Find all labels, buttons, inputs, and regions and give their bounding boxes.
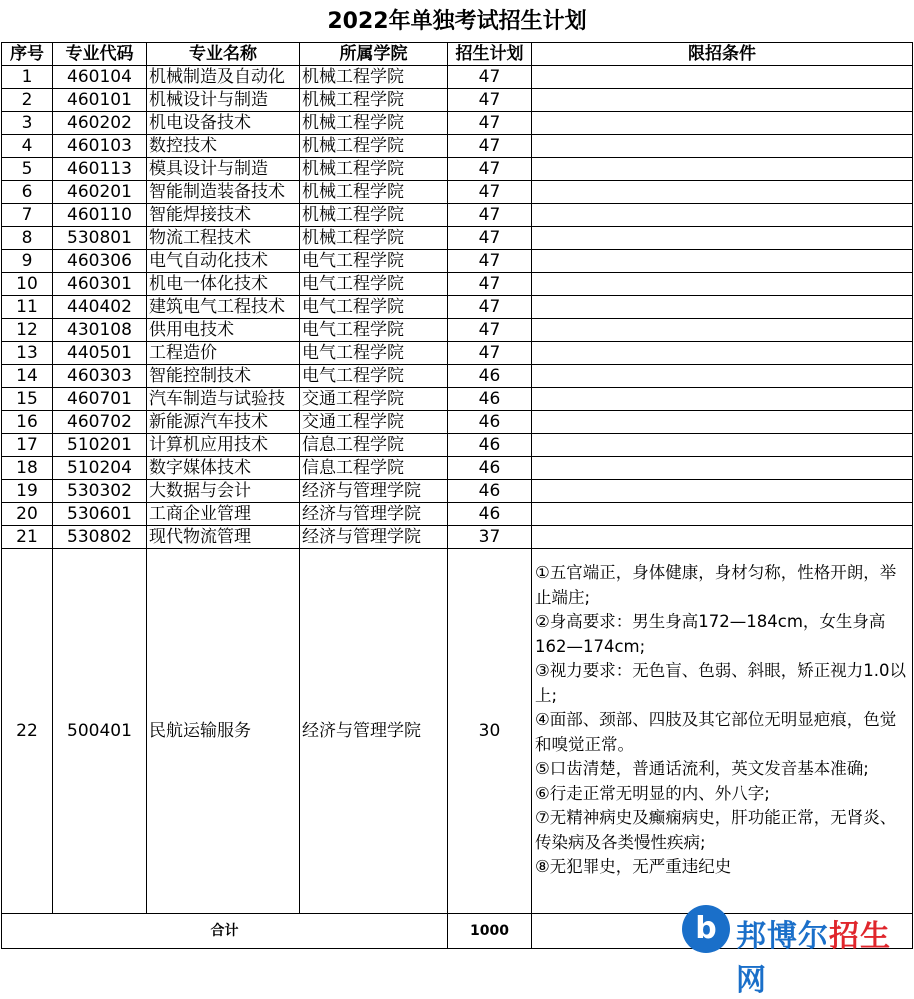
row-conditions bbox=[532, 112, 913, 135]
total-label: 合计 bbox=[2, 914, 448, 949]
row-plan: 47 bbox=[448, 89, 532, 112]
row-college: 信息工程学院 bbox=[300, 434, 448, 457]
row-conditions bbox=[532, 158, 913, 181]
row-conditions-list bbox=[532, 549, 913, 914]
row-major-name: 智能制造装备技术 bbox=[147, 181, 300, 204]
row-no: 14 bbox=[2, 365, 53, 388]
row-code: 460201 bbox=[53, 181, 147, 204]
table-row bbox=[2, 227, 913, 250]
row-major-name: 供用电技术 bbox=[147, 319, 300, 342]
row-no: 5 bbox=[2, 158, 53, 181]
row-code: 530601 bbox=[53, 503, 147, 526]
table-row bbox=[2, 296, 913, 319]
row-major-name: 建筑电气工程技术 bbox=[147, 296, 300, 319]
row-conditions bbox=[532, 526, 913, 549]
row-no: 1 bbox=[2, 66, 53, 89]
row-major-name: 机械设计与制造 bbox=[147, 89, 300, 112]
table-row bbox=[2, 319, 913, 342]
row-major-name: 机电设备技术 bbox=[147, 112, 300, 135]
table-row bbox=[2, 365, 913, 388]
row-conditions bbox=[532, 503, 913, 526]
row-major-name: 机电一体化技术 bbox=[147, 273, 300, 296]
row-plan: 46 bbox=[448, 434, 532, 457]
row-no: 16 bbox=[2, 411, 53, 434]
table-row bbox=[2, 342, 913, 365]
row-major-name: 新能源汽车技术 bbox=[147, 411, 300, 434]
row-college: 机械工程学院 bbox=[300, 158, 448, 181]
row-no: 11 bbox=[2, 296, 53, 319]
row-college: 经济与管理学院 bbox=[300, 503, 448, 526]
header-cell-college: 所属学院 bbox=[300, 43, 448, 66]
row-college: 电气工程学院 bbox=[300, 342, 448, 365]
row-plan: 47 bbox=[448, 135, 532, 158]
row-conditions bbox=[532, 365, 913, 388]
row-plan: 47 bbox=[448, 319, 532, 342]
condition-item: ②身高要求：男生身高172—184cm，女生身高162—174cm; bbox=[535, 612, 886, 656]
condition-item: ⑦无精神病史及癫痫病史，肝功能正常，无肾炎、传染病及各类慢性疾病; bbox=[535, 808, 897, 852]
table-row bbox=[2, 181, 913, 204]
row-no: 13 bbox=[2, 342, 53, 365]
row-plan: 47 bbox=[448, 342, 532, 365]
row-major-name: 大数据与会计 bbox=[147, 480, 300, 503]
row-major-name: 模具设计与制造 bbox=[147, 158, 300, 181]
row-major-name: 民航运输服务 bbox=[147, 549, 300, 914]
row-no: 10 bbox=[2, 273, 53, 296]
table-row bbox=[2, 457, 913, 480]
row-college: 机械工程学院 bbox=[300, 227, 448, 250]
row-college: 机械工程学院 bbox=[300, 112, 448, 135]
table-row bbox=[2, 480, 913, 503]
row-college: 电气工程学院 bbox=[300, 296, 448, 319]
table-row bbox=[2, 411, 913, 434]
row-code: 460101 bbox=[53, 89, 147, 112]
row-plan: 46 bbox=[448, 388, 532, 411]
row-college: 电气工程学院 bbox=[300, 273, 448, 296]
row-plan: 47 bbox=[448, 181, 532, 204]
header-cell-code: 专业代码 bbox=[53, 43, 147, 66]
row-major-name: 现代物流管理 bbox=[147, 526, 300, 549]
header-cell-name: 专业名称 bbox=[147, 43, 300, 66]
row-code: 460701 bbox=[53, 388, 147, 411]
header-row bbox=[2, 43, 913, 66]
row-code: 460303 bbox=[53, 365, 147, 388]
row-plan: 47 bbox=[448, 158, 532, 181]
condition-item: ①五官端正，身体健康，身材匀称，性格开朗，举止端庄; bbox=[535, 563, 897, 607]
condition-item: ④面部、颈部、四肢及其它部位无明显疤痕，色觉和嗅觉正常。 bbox=[535, 710, 897, 754]
table-row bbox=[2, 434, 913, 457]
row-conditions bbox=[532, 457, 913, 480]
row-no: 20 bbox=[2, 503, 53, 526]
table-row bbox=[2, 388, 913, 411]
row-major-name: 工商企业管理 bbox=[147, 503, 300, 526]
row-code: 530802 bbox=[53, 526, 147, 549]
row-conditions bbox=[532, 204, 913, 227]
header-cell-plan: 招生计划 bbox=[448, 43, 532, 66]
row-code: 460306 bbox=[53, 250, 147, 273]
total-conditions bbox=[532, 914, 913, 949]
row-major-name: 电气自动化技术 bbox=[147, 250, 300, 273]
row-plan: 47 bbox=[448, 66, 532, 89]
row-plan: 46 bbox=[448, 480, 532, 503]
watermark-text-blue2: 网 bbox=[736, 963, 767, 998]
row-no: 4 bbox=[2, 135, 53, 158]
watermark-text-red: 招生 bbox=[829, 919, 891, 954]
watermark-text-blue: 邦博尔 bbox=[736, 919, 829, 954]
row-plan: 46 bbox=[448, 411, 532, 434]
row-no: 9 bbox=[2, 250, 53, 273]
row-major-name: 工程造价 bbox=[147, 342, 300, 365]
row-conditions bbox=[532, 273, 913, 296]
row-code: 440402 bbox=[53, 296, 147, 319]
header-cell-no: 序号 bbox=[2, 43, 53, 66]
row-conditions bbox=[532, 66, 913, 89]
row-major-name: 智能控制技术 bbox=[147, 365, 300, 388]
row-no: 22 bbox=[2, 549, 53, 914]
row-plan: 47 bbox=[448, 204, 532, 227]
row-major-name: 智能焊接技术 bbox=[147, 204, 300, 227]
row-plan: 46 bbox=[448, 457, 532, 480]
row-code: 510204 bbox=[53, 457, 147, 480]
row-conditions bbox=[532, 89, 913, 112]
row-conditions bbox=[532, 319, 913, 342]
condition-item: ③视力要求：无色盲、色弱、斜眼，矫正视力1.0以上; bbox=[535, 661, 907, 705]
row-major-name: 机械制造及自动化 bbox=[147, 66, 300, 89]
row-no: 2 bbox=[2, 89, 53, 112]
condition-item: ⑧无犯罪史，无严重违纪史 bbox=[535, 857, 732, 876]
header-cell-conditions: 限招条件 bbox=[532, 43, 913, 66]
row-plan: 47 bbox=[448, 112, 532, 135]
table-row bbox=[2, 273, 913, 296]
row-conditions bbox=[532, 227, 913, 250]
row-college: 经济与管理学院 bbox=[300, 480, 448, 503]
row-conditions bbox=[532, 434, 913, 457]
row-conditions bbox=[532, 296, 913, 319]
row-conditions bbox=[532, 411, 913, 434]
row-college: 经济与管理学院 bbox=[300, 526, 448, 549]
row-no: 6 bbox=[2, 181, 53, 204]
row-conditions bbox=[532, 250, 913, 273]
row-conditions bbox=[532, 135, 913, 158]
row-code: 460113 bbox=[53, 158, 147, 181]
row-college: 电气工程学院 bbox=[300, 365, 448, 388]
table-row bbox=[2, 66, 913, 89]
row-no: 19 bbox=[2, 480, 53, 503]
row-code: 460103 bbox=[53, 135, 147, 158]
enrollment-plan-table bbox=[1, 42, 913, 949]
row-major-name: 数控技术 bbox=[147, 135, 300, 158]
row-plan: 47 bbox=[448, 296, 532, 319]
row-no: 18 bbox=[2, 457, 53, 480]
condition-item: ⑥行走正常无明显的内、外八字; bbox=[535, 783, 770, 803]
row-college: 电气工程学院 bbox=[300, 319, 448, 342]
table-row bbox=[2, 526, 913, 549]
total-value: 1000 bbox=[448, 914, 532, 949]
row-major-name: 物流工程技术 bbox=[147, 227, 300, 250]
row-code: 530801 bbox=[53, 227, 147, 250]
watermark-b-icon: b bbox=[682, 905, 730, 953]
row-no: 7 bbox=[2, 204, 53, 227]
row-code: 460702 bbox=[53, 411, 147, 434]
row-college: 机械工程学院 bbox=[300, 66, 448, 89]
row-college: 机械工程学院 bbox=[300, 89, 448, 112]
table-row bbox=[2, 135, 913, 158]
row-no: 17 bbox=[2, 434, 53, 457]
row-no: 8 bbox=[2, 227, 53, 250]
row-no: 21 bbox=[2, 526, 53, 549]
row-code: 460110 bbox=[53, 204, 147, 227]
table-row bbox=[2, 158, 913, 181]
row-code: 430108 bbox=[53, 319, 147, 342]
row-major-name: 汽车制造与试验技 bbox=[147, 388, 300, 411]
table-row bbox=[2, 503, 913, 526]
row-major-name: 数字媒体技术 bbox=[147, 457, 300, 480]
row-code: 460202 bbox=[53, 112, 147, 135]
row-plan: 47 bbox=[448, 273, 532, 296]
row-code: 530302 bbox=[53, 480, 147, 503]
row-college: 机械工程学院 bbox=[300, 204, 448, 227]
row-college: 机械工程学院 bbox=[300, 135, 448, 158]
row-no: 3 bbox=[2, 112, 53, 135]
condition-item: ⑤口齿清楚，普通话流利，英文发音基本准确; bbox=[535, 759, 869, 778]
row-code: 460104 bbox=[53, 66, 147, 89]
row-plan: 47 bbox=[448, 227, 532, 250]
row-code: 460301 bbox=[53, 273, 147, 296]
row-no: 12 bbox=[2, 319, 53, 342]
table-row bbox=[2, 204, 913, 227]
total-row bbox=[2, 914, 913, 949]
row-plan: 46 bbox=[448, 503, 532, 526]
row-plan: 46 bbox=[448, 365, 532, 388]
row-conditions bbox=[532, 480, 913, 503]
row-college: 机械工程学院 bbox=[300, 181, 448, 204]
row-plan: 47 bbox=[448, 250, 532, 273]
row-code: 440501 bbox=[53, 342, 147, 365]
row-college: 电气工程学院 bbox=[300, 250, 448, 273]
table-title: 2022年单独考试招生计划 bbox=[327, 9, 587, 34]
table-row bbox=[2, 112, 913, 135]
row-college: 交通工程学院 bbox=[300, 411, 448, 434]
row-conditions bbox=[532, 181, 913, 204]
row-plan: 30 bbox=[448, 549, 532, 914]
row-college: 经济与管理学院 bbox=[300, 549, 448, 914]
row-conditions bbox=[532, 342, 913, 365]
table-row-special bbox=[2, 549, 913, 914]
row-conditions bbox=[532, 388, 913, 411]
row-major-name: 计算机应用技术 bbox=[147, 434, 300, 457]
row-college: 信息工程学院 bbox=[300, 457, 448, 480]
table-row bbox=[2, 250, 913, 273]
row-no: 15 bbox=[2, 388, 53, 411]
row-plan: 37 bbox=[448, 526, 532, 549]
row-code: 510201 bbox=[53, 434, 147, 457]
row-college: 交通工程学院 bbox=[300, 388, 448, 411]
table-row bbox=[2, 89, 913, 112]
row-code: 500401 bbox=[53, 549, 147, 914]
